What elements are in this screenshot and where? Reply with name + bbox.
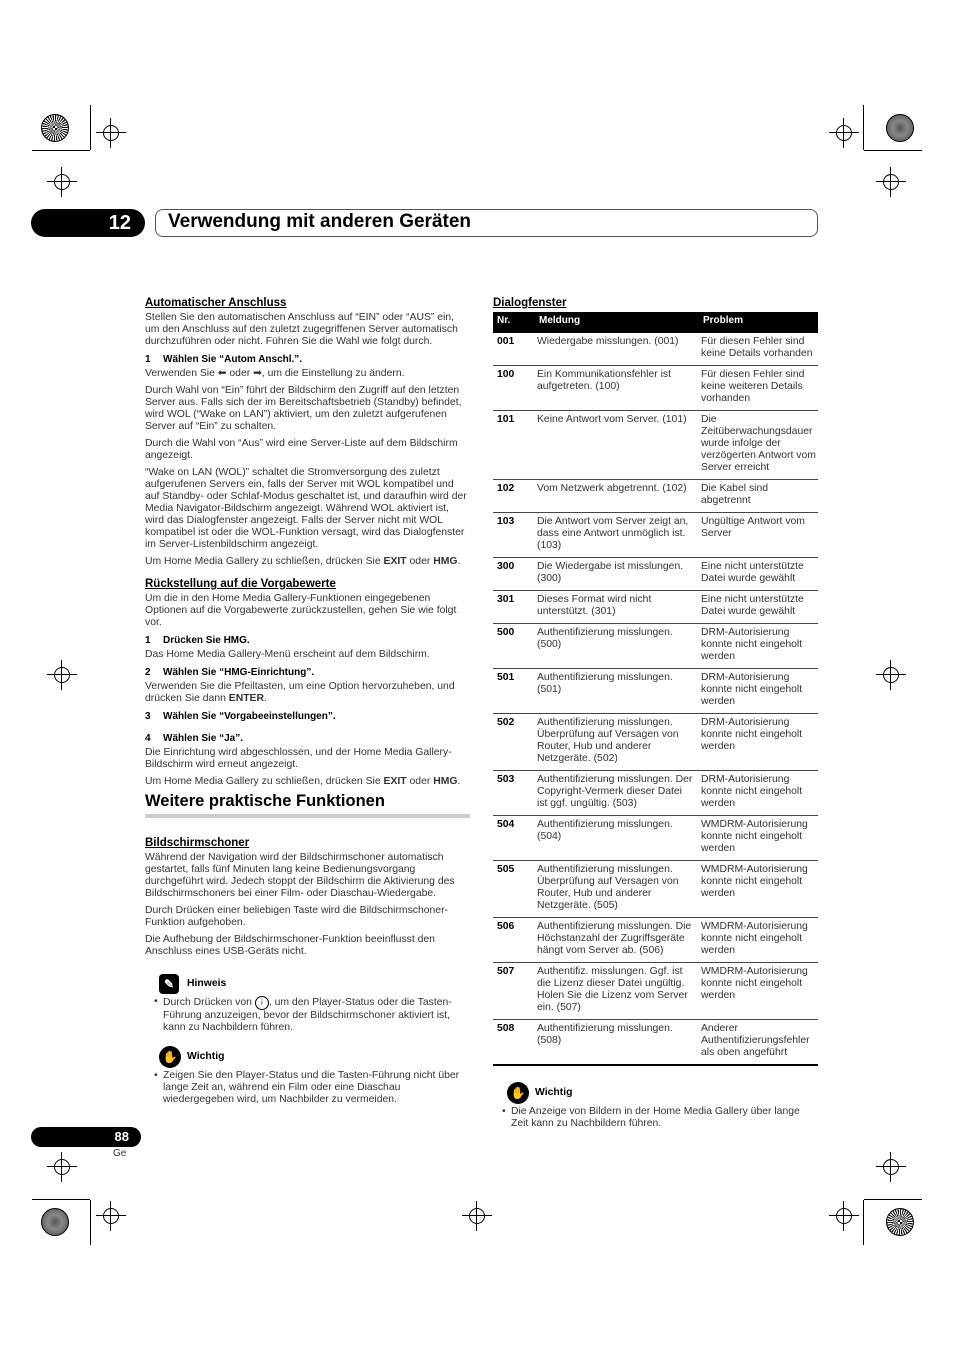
reset-step-4: 4 Wählen Sie “Ja”. bbox=[145, 733, 244, 744]
cell-msg: Authentifizierung misslungen. Der Copyright-Vermerk dieser Datei ist ggf. ungültig. (503) bbox=[535, 771, 699, 816]
cell-prob: Anderer Authentifizierungsfehler als oben angeführt bbox=[699, 1020, 818, 1066]
arrow-left-icon: ⬅ bbox=[217, 368, 227, 379]
cell-msg: Dieses Format wird nicht unterstützt. (301) bbox=[535, 591, 699, 624]
table-row bbox=[493, 624, 818, 669]
cell-msg: Die Wiedergabe ist misslungen. (300) bbox=[535, 558, 699, 591]
reset-step-3: 3 Wählen Sie “Vorgabeeinstellungen”. bbox=[145, 711, 336, 722]
wichtig-heading: ✋ Wichtig bbox=[159, 1046, 470, 1068]
hinweis-text: • Durch Drücken von i , um den Player-Status oder die Tasten-Führung anzuzeigen, bevor der Bildschirmschoner aktiviert ist, kann zu Nachbildern führen. bbox=[145, 996, 470, 1034]
crop-mark bbox=[90, 105, 91, 150]
cell-msg: Authentifizierung misslungen. Die Höchstanzahl der Zugriffsgeräte hängt vom Server ab. (506) bbox=[535, 918, 699, 963]
cell-nr: 502 bbox=[493, 714, 535, 771]
cell-msg: Vom Netzwerk abgetrennt. (102) bbox=[535, 480, 699, 513]
crop-mark bbox=[32, 1199, 90, 1200]
col-nr: Nr. bbox=[493, 312, 535, 333]
hinweis-heading: ✎ Hinweis bbox=[159, 974, 470, 994]
cell-prob: Eine nicht unterstützte Datei wurde gewählt bbox=[699, 558, 818, 591]
dialog-table bbox=[493, 312, 818, 1066]
registration-mark-icon bbox=[54, 174, 70, 190]
registration-mark-icon bbox=[883, 1159, 899, 1175]
cell-nr: 504 bbox=[493, 816, 535, 861]
crop-mark bbox=[863, 1200, 864, 1245]
col-meldung: Meldung bbox=[535, 312, 699, 333]
cell-nr: 101 bbox=[493, 411, 535, 480]
cell-prob: WMDRM-Autorisierung konnte nicht eingeholt werden bbox=[699, 816, 818, 861]
table-row bbox=[493, 366, 818, 411]
cell-nr: 300 bbox=[493, 558, 535, 591]
table-row bbox=[493, 411, 818, 480]
auto-step-1: 1 Wählen Sie “Autom Anschl.”. bbox=[145, 354, 303, 365]
auto-close: Um Home Media Gallery zu schließen, drücken Sie EXIT oder HMG. bbox=[145, 556, 461, 567]
cell-nr: 507 bbox=[493, 963, 535, 1020]
saver-p2: Durch Drücken einer beliebigen Taste wird die Bildschirmschoner-Funktion aufgehoben. bbox=[145, 905, 449, 928]
section-title-wrap bbox=[145, 792, 470, 818]
table-row bbox=[493, 1020, 818, 1066]
table-row bbox=[493, 918, 818, 963]
reset-intro: Um die in den Home Media Gallery-Funktionen eingegebenen Optionen auf die Vorgabewerte zurückzustellen, gehen Sie wie folgt vor. bbox=[145, 593, 457, 628]
wichtig-text: • Zeigen Sie den Player-Status und die Tasten-Führung nicht über lange Zeit an, während ein Film oder eine Diaschau wiedergegeben wird, um Nachbilder zu vermeiden. bbox=[145, 1070, 470, 1106]
auto-p3: “Wake on LAN (WOL)” schaltet die Stromversorgung des zuletzt aufgerufenen Servers ein, falls der Server mit WOL kompatibel und auf Standby- oder Schlaf-Modus geschaltet ist, und daraufhin wird der Media Navigator-Bildschirm angezeigt. Während WOL aktiviert ist, wird das Dialogfenster angezeigt. Falls der Server nicht mit WOL kompatibel ist oder die WOL-Funktion versagt, wird das Dialogfenster im Server-Listenbildschirm angezeigt. bbox=[145, 467, 467, 550]
cell-prob: Die Zeitüberwachungsdauer wurde infolge der verzögerten Antwort vom Server erreicht bbox=[699, 411, 818, 480]
auto-step-1-text: Verwenden Sie ⬅ oder ➡, um die Einstellung zu ändern. bbox=[145, 368, 405, 379]
heading-reset: Rückstellung auf die Vorgabewerte bbox=[145, 578, 336, 590]
language-code: Ge bbox=[113, 1148, 127, 1159]
cell-nr: 100 bbox=[493, 366, 535, 411]
table-row bbox=[493, 963, 818, 1020]
table-row bbox=[493, 333, 818, 366]
saver-p1: Während der Navigation wird der Bildschirmschoner automatisch gestartet, falls fünf Minuten lang keine Bedienungsvorgang durchgeführt wird. Jedech stoppt der Bildschirm die Aktivierung des Bildschirmschoners bei einer Film- oder Diaschau-Wiedergabe. bbox=[145, 852, 455, 899]
cell-prob: DRM-Autorisierung konnte nicht eingeholt werden bbox=[699, 624, 818, 669]
right-column bbox=[493, 297, 818, 1135]
registration-mark-icon bbox=[469, 1208, 485, 1224]
cell-nr: 001 bbox=[493, 333, 535, 366]
note-pencil-icon: ✎ bbox=[159, 974, 179, 994]
color-bar-icon bbox=[886, 1208, 914, 1236]
cell-nr: 506 bbox=[493, 918, 535, 963]
screensaver-block bbox=[145, 837, 470, 1111]
cell-prob: WMDRM-Autorisierung konnte nicht eingeholt werden bbox=[699, 861, 818, 918]
display-button-icon: i bbox=[255, 996, 269, 1010]
registration-mark-icon bbox=[54, 1159, 70, 1175]
cell-msg: Authentifiz. misslungen. Ggf. ist die Lizenz dieser Datei ungültig. Holen Sie die Lizenz vom Server ein. (507) bbox=[535, 963, 699, 1020]
cell-prob: Die Kabel sind abgetrennt bbox=[699, 480, 818, 513]
cell-msg: Die Antwort vom Server zeigt an, dass eine Antwort unmöglich ist. (103) bbox=[535, 513, 699, 558]
auto-p2: Durch die Wahl von “Aus” wird eine Server-Liste auf dem Bildschirm angezeigt. bbox=[145, 438, 458, 461]
cell-msg: Wiedergabe misslungen. (001) bbox=[535, 333, 699, 366]
cell-prob: WMDRM-Autorisierung konnte nicht eingeholt werden bbox=[699, 918, 818, 963]
cell-prob: DRM-Autorisierung konnte nicht eingeholt werden bbox=[699, 714, 818, 771]
registration-mark-icon bbox=[883, 667, 899, 683]
reset-step-2-text: Verwenden Sie die Pfeiltasten, um eine Option hervorzuheben, und drücken Sie dann ENTER. bbox=[145, 681, 455, 704]
heading-auto-connect: Automatischer Anschluss bbox=[145, 297, 287, 309]
crop-mark bbox=[90, 1200, 91, 1245]
crop-mark bbox=[864, 150, 922, 151]
right-wichtig-text: • Die Anzeige von Bildern in der Home Media Gallery über lange Zeit kann zu Nachbildern führen. bbox=[493, 1106, 818, 1130]
color-bar-icon bbox=[41, 114, 69, 142]
crop-mark bbox=[863, 105, 864, 150]
table-row bbox=[493, 816, 818, 861]
cell-nr: 503 bbox=[493, 771, 535, 816]
reset-step-4-text: Die Einrichtung wird abgeschlossen, und der Home Media Gallery-Bildschirm wird erneut angezeigt. bbox=[145, 747, 452, 770]
hand-warning-icon: ✋ bbox=[507, 1082, 529, 1104]
table-row bbox=[493, 861, 818, 918]
heading-dialog: Dialogfenster bbox=[493, 297, 567, 309]
table-row bbox=[493, 558, 818, 591]
cell-msg: Keine Antwort vom Server. (101) bbox=[535, 411, 699, 480]
cell-prob: WMDRM-Autorisierung konnte nicht eingeholt werden bbox=[699, 963, 818, 1020]
cell-prob: Eine nicht unterstützte Datei wurde gewählt bbox=[699, 591, 818, 624]
cell-nr: 102 bbox=[493, 480, 535, 513]
cell-prob: Für diesen Fehler sind keine weiteren Details vorhanden bbox=[699, 366, 818, 411]
registration-mark-icon bbox=[103, 1208, 119, 1224]
table-row bbox=[493, 513, 818, 558]
registration-mark-icon bbox=[836, 125, 852, 141]
table-row bbox=[493, 771, 818, 816]
cell-nr: 500 bbox=[493, 624, 535, 669]
chapter-title: Verwendung mit anderen Geräten bbox=[168, 211, 472, 232]
heading-screensaver: Bildschirmschoner bbox=[145, 837, 250, 849]
cell-nr: 508 bbox=[493, 1020, 535, 1066]
cell-msg: Authentifizierung misslungen. (504) bbox=[535, 816, 699, 861]
arrow-right-icon: ➡ bbox=[253, 368, 262, 379]
registration-mark-icon bbox=[103, 125, 119, 141]
col-problem: Problem bbox=[699, 312, 818, 333]
color-bar-icon bbox=[41, 1208, 69, 1236]
table-row bbox=[493, 591, 818, 624]
cell-prob: Ungültige Antwort vom Server bbox=[699, 513, 818, 558]
registration-mark-icon bbox=[54, 667, 70, 683]
cell-msg: Ein Kommunikationsfehler ist aufgetreten. (100) bbox=[535, 366, 699, 411]
reset-step-1-text: Das Home Media Gallery-Menü erscheint auf dem Bildschirm. bbox=[145, 649, 430, 660]
cell-msg: Authentifizierung misslungen. Überprüfung auf Versagen von Router, Hub und anderer Netzgeräte. (502) bbox=[535, 714, 699, 771]
cell-msg: Authentifizierung misslungen. Überprüfung auf Versagen von Router, Hub und anderer Netzgeräte. (505) bbox=[535, 861, 699, 918]
chapter-number: 12 bbox=[31, 209, 145, 237]
reset-close: Um Home Media Gallery zu schließen, drücken Sie EXIT oder HMG. bbox=[145, 776, 461, 787]
color-bar-icon bbox=[886, 114, 914, 142]
auto-intro: Stellen Sie den automatischen Anschluss auf “EIN” oder “AUS” ein, um den Anschluss auf den zuletzt zugegriffenen Server automatisch durchzuführen oder nicht. Führen Sie die Wahl wie folgt durch. bbox=[145, 312, 458, 347]
auto-p1: Durch Wahl von “Ein” führt der Bildschirm den Zugriff auf den letzten Server aus. Falls sich der im Bereitschaftsbetrieb (Standby) befindet, wird WOL (“Wake on LAN”) aktiviert, um den zuletzt aufgerufenen Server auf “Ein” zu schalten. bbox=[145, 385, 462, 432]
cell-prob: DRM-Autorisierung konnte nicht eingeholt werden bbox=[699, 669, 818, 714]
cell-prob: DRM-Autorisierung konnte nicht eingeholt werden bbox=[699, 771, 818, 816]
crop-mark bbox=[864, 1199, 922, 1200]
hand-warning-icon: ✋ bbox=[159, 1046, 181, 1068]
crop-mark bbox=[32, 150, 90, 151]
page-number: 88 bbox=[31, 1127, 141, 1147]
left-column bbox=[145, 297, 470, 793]
saver-p3: Die Aufhebung der Bildschirmschoner-Funktion beeinflusst den Anschluss eines USB-Geräts nicht. bbox=[145, 934, 435, 957]
cell-nr: 301 bbox=[493, 591, 535, 624]
table-row bbox=[493, 669, 818, 714]
cell-nr: 501 bbox=[493, 669, 535, 714]
cell-prob: Für diesen Fehler sind keine Details vorhanden bbox=[699, 333, 818, 366]
registration-mark-icon bbox=[883, 174, 899, 190]
cell-msg: Authentifizierung misslungen. (500) bbox=[535, 624, 699, 669]
registration-mark-icon bbox=[836, 1208, 852, 1224]
table-row bbox=[493, 714, 818, 771]
reset-step-1: 1 Drücken Sie HMG. bbox=[145, 635, 250, 646]
cell-nr: 103 bbox=[493, 513, 535, 558]
right-wichtig-heading: ✋ Wichtig bbox=[507, 1082, 818, 1104]
cell-msg: Authentifizierung misslungen. (508) bbox=[535, 1020, 699, 1066]
reset-step-2: 2 Wählen Sie “HMG-Einrichtung”. bbox=[145, 667, 315, 678]
table-header-row bbox=[493, 312, 818, 333]
section-title: Weitere praktische Funktionen bbox=[145, 792, 470, 818]
cell-nr: 505 bbox=[493, 861, 535, 918]
cell-msg: Authentifizierung misslungen. (501) bbox=[535, 669, 699, 714]
table-row bbox=[493, 480, 818, 513]
